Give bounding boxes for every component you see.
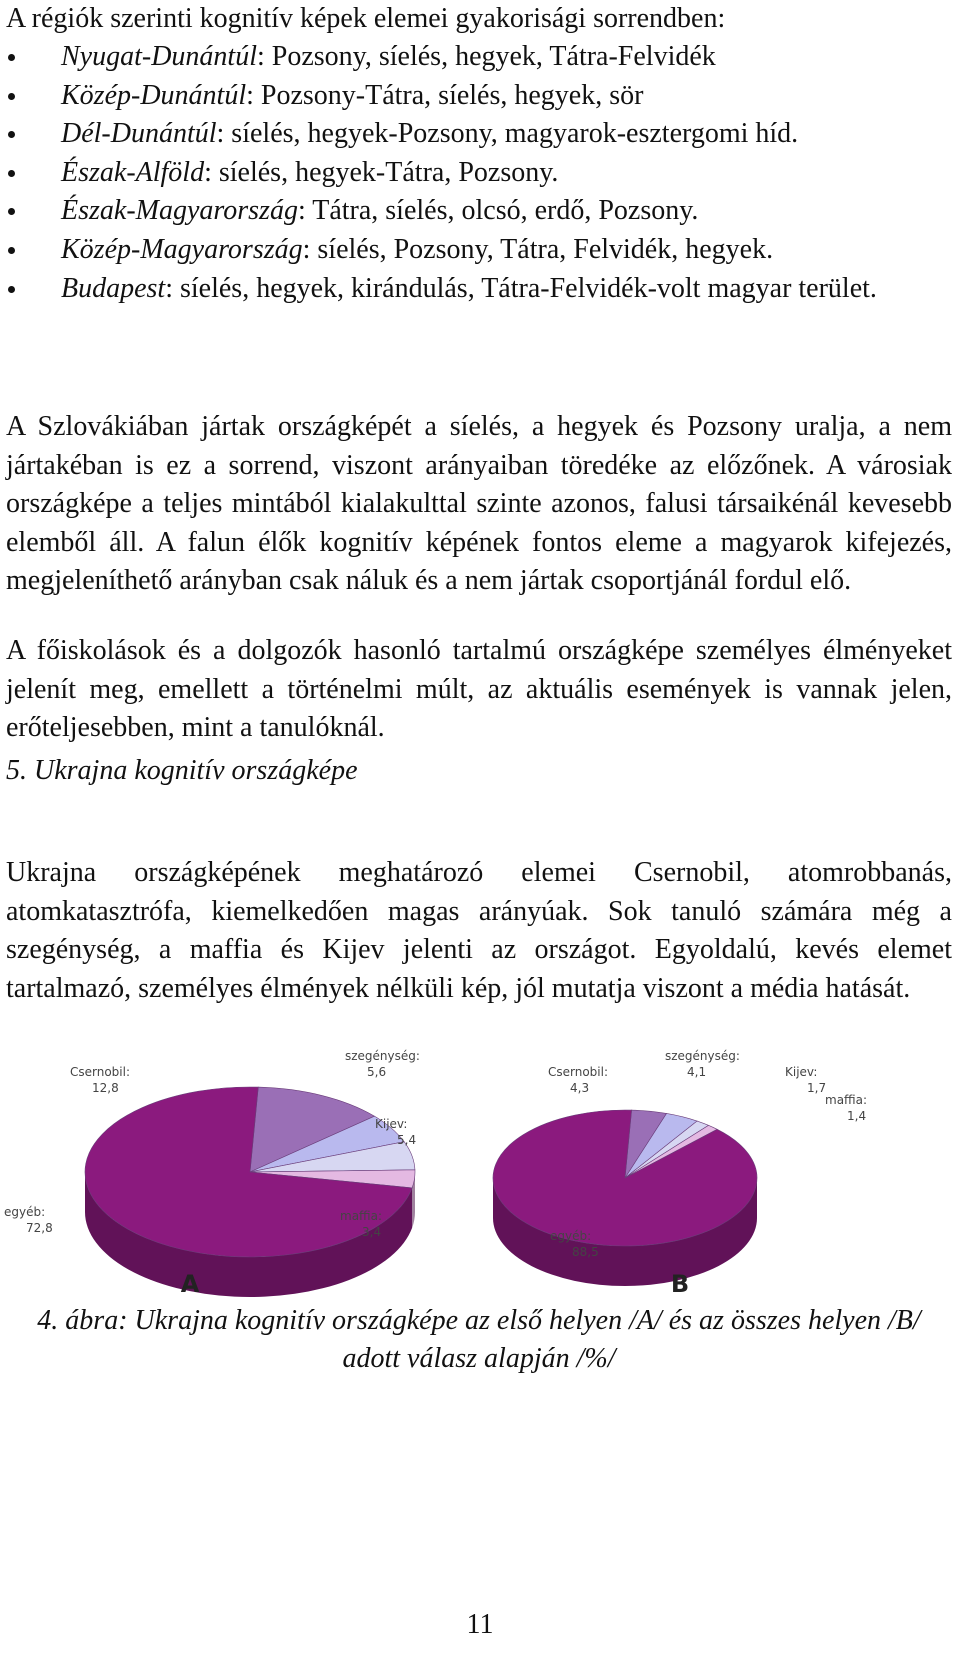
list-item	[0, 77, 950, 116]
slice-value-label: 1,4	[847, 1109, 867, 1123]
bullet-icon	[8, 93, 15, 100]
region-name: Nyugat-Dunántúl	[61, 41, 257, 72]
pie-slice	[493, 1110, 757, 1246]
region-text: : Pozsony, síelés, hegyek, Tátra-Felvidék	[257, 41, 716, 72]
list-item	[0, 38, 950, 77]
region-text: : síelés, hegyek-Tátra, Pozsony.	[204, 156, 559, 188]
region-text: : síelés, hegyek-Pozsony, magyarok-esztergomi híd.	[216, 118, 799, 150]
slice-value-label: 4,3	[570, 1081, 590, 1095]
region-name: Észak-Magyarország	[61, 195, 298, 227]
slice-category-label: maffia:	[825, 1093, 868, 1107]
slice-value-label: 3,4	[362, 1225, 382, 1239]
bullet-icon	[8, 208, 15, 215]
paragraph-ukraine: Ukrajna országképének meghatározó elemei Csernobil, atomrobbanás, atomkatasztrófa, kiemelkedően magas arányúak. Sok tanuló számára még a szegénység, a maffia és Kijev jelenti az országot. Egyoldalú, kevés elemet tartalmazó, személyes élmények nélküli kép, jól mutatja viszont a média hatását.	[6, 857, 952, 1004]
region-list	[0, 38, 950, 308]
section-title: 5. Ukrajna kognitív országképe	[6, 755, 358, 786]
paragraph-students-workers: A főiskolások és a dolgozók hasonló tartalmú országképe személyes élményeket jelenít meg, emellett a történelmi múlt, az aktuális események is vannak jelen, erőteljesebben, mint a tanulóknál.	[6, 635, 952, 744]
pie-charts-figure	[0, 1040, 960, 1305]
bullet-icon	[8, 54, 15, 61]
region-text: : síelés, Pozsony, Tátra, Felvidék, hegyek.	[302, 233, 774, 265]
list-item	[0, 192, 950, 231]
list-item	[0, 231, 950, 270]
region-text: : Pozsony-Tátra, síelés, hegyek, sör	[246, 79, 644, 111]
region-name: Észak-Alföld	[61, 156, 205, 188]
region-text: : síelés, hegyek, kirándulás, Tátra-Felvidék-volt magyar terület.	[165, 272, 877, 304]
slice-value-label: 12,8	[92, 1081, 119, 1095]
slice-category-label: egyéb:	[550, 1229, 592, 1243]
slice-category-label: szegénység:	[345, 1049, 420, 1063]
slice-category-label: egyéb:	[4, 1205, 46, 1219]
region-name: Közép-Dunántúl	[61, 79, 247, 111]
pie-chart-a	[0, 1040, 470, 1305]
slice-value-label: 72,8	[26, 1221, 53, 1235]
slice-value-label: 1,7	[807, 1081, 827, 1095]
bullet-icon	[8, 131, 15, 138]
slice-category-label: Kijev:	[785, 1065, 818, 1079]
bullet-icon	[8, 170, 15, 177]
region-text: : Tátra, síelés, olcsó, erdő, Pozsony.	[297, 195, 699, 227]
figure-caption: 4. ábra: Ukrajna kognitív országképe az első helyen /A/ és az összes helyen /B/ adott válasz alapján /%/	[37, 1305, 921, 1374]
slice-category-label: Csernobil:	[548, 1065, 609, 1079]
chart-title-letter: B	[670, 1270, 690, 1298]
slice-category-label: szegénység:	[665, 1049, 740, 1063]
slice-value-label: 5,6	[367, 1065, 387, 1079]
region-name: Közép-Magyarország	[61, 233, 303, 265]
slice-value-label: 88,5	[572, 1245, 599, 1259]
slice-category-label: maffia:	[340, 1209, 383, 1223]
region-name: Dél-Dunántúl	[61, 118, 217, 150]
list-item	[0, 115, 950, 154]
list-item	[0, 270, 950, 309]
region-name: Budapest	[61, 272, 166, 304]
slice-value-label: 5,4	[397, 1133, 417, 1147]
paragraph-slovakia-image: A Szlovákiában jártak országképét a síelés, a hegyek és Pozsony uralja, a nem jártakéban is ez a sorrend, viszont arányaiban töredéke az előzőnek. A városiak országképe a teljes mintából kialakulttal szinte azonos, falusi társaikénál kevesebb elemből áll. A falun élők kognitív képének fontos eleme a magyarok kifejezés, megjeleníthető arányban csak náluk és a nem jártak csoportjánál fordul elő.	[6, 411, 952, 597]
slice-category-label: Kijev:	[375, 1117, 408, 1131]
bullet-icon	[8, 286, 15, 293]
intro-line: A régiók szerinti kognitív képek elemei gyakorisági sorrendben:	[6, 3, 726, 34]
bullet-icon	[8, 247, 15, 254]
chart-title-letter: A	[180, 1270, 200, 1298]
slice-value-label: 4,1	[687, 1065, 707, 1079]
page-number: 11	[466, 1609, 494, 1640]
pie-chart-b	[490, 1040, 960, 1305]
list-item	[0, 154, 950, 193]
slice-category-label: Csernobil:	[70, 1065, 131, 1079]
